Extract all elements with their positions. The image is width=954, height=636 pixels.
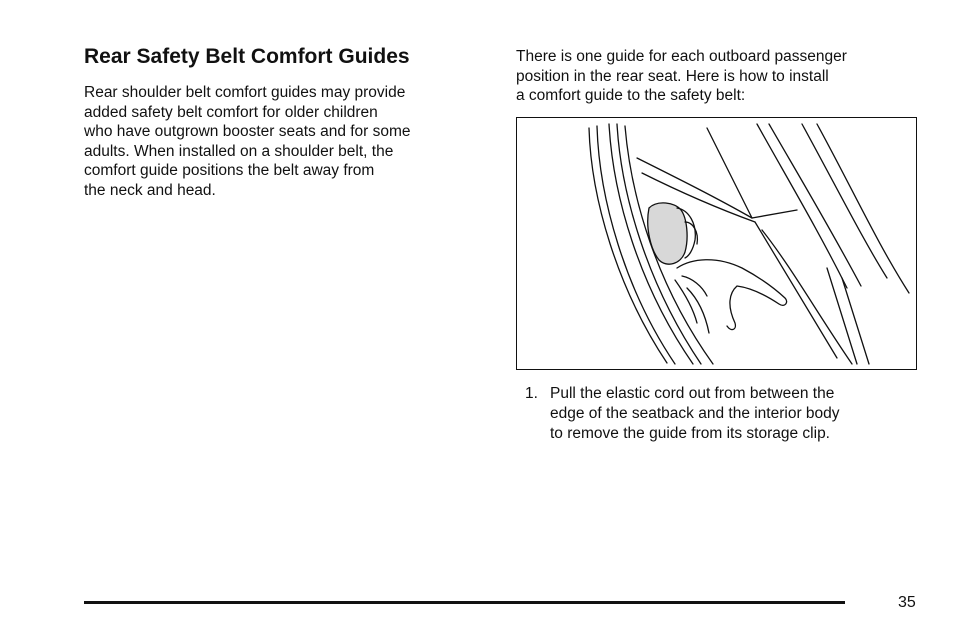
guide-intro-line: a comfort guide to the safety belt: — [516, 87, 746, 104]
belt-line — [757, 124, 847, 288]
comfort-guide-illustration — [516, 117, 917, 370]
intro-line: added safety belt comfort for older children — [84, 103, 378, 121]
guide-intro-line: position in the rear seat. Here is how to install — [516, 67, 829, 85]
seatback-edge — [707, 128, 752, 218]
footer-rule — [84, 601, 845, 604]
intro-line: who have outgrown booster seats and for some — [84, 123, 411, 140]
guide-intro-paragraph — [516, 47, 847, 106]
step-number: 1. — [525, 385, 538, 402]
section-title: Rear Safety Belt Comfort Guides — [84, 45, 410, 68]
step-text — [550, 384, 840, 444]
guide-intro-line: There is one guide for each outboard passenger — [516, 48, 847, 65]
illustration-drawing — [517, 118, 916, 369]
intro-line: comfort guide positions the belt away from — [84, 162, 375, 179]
intro-line: Rear shoulder belt comfort guides may provide — [84, 84, 406, 101]
step-line: edge of the seatback and the interior body — [550, 405, 840, 422]
intro-paragraph — [84, 83, 411, 200]
intro-line: adults. When installed on a shoulder belt, the — [84, 142, 394, 160]
comfort-guide-shape — [648, 203, 687, 264]
trim-line — [842, 278, 869, 364]
seat-side — [762, 230, 852, 364]
seat-seam — [752, 210, 797, 218]
finger-line — [675, 280, 697, 323]
intro-line: the neck and head. — [84, 181, 216, 199]
step-line: to remove the guide from its storage clip. — [550, 425, 830, 442]
step-line: Pull the elastic cord out from between the — [550, 385, 835, 402]
trim-line — [817, 124, 909, 293]
seat-side — [755, 222, 837, 358]
finger-line — [682, 276, 707, 296]
page-number: 35 — [898, 594, 916, 611]
